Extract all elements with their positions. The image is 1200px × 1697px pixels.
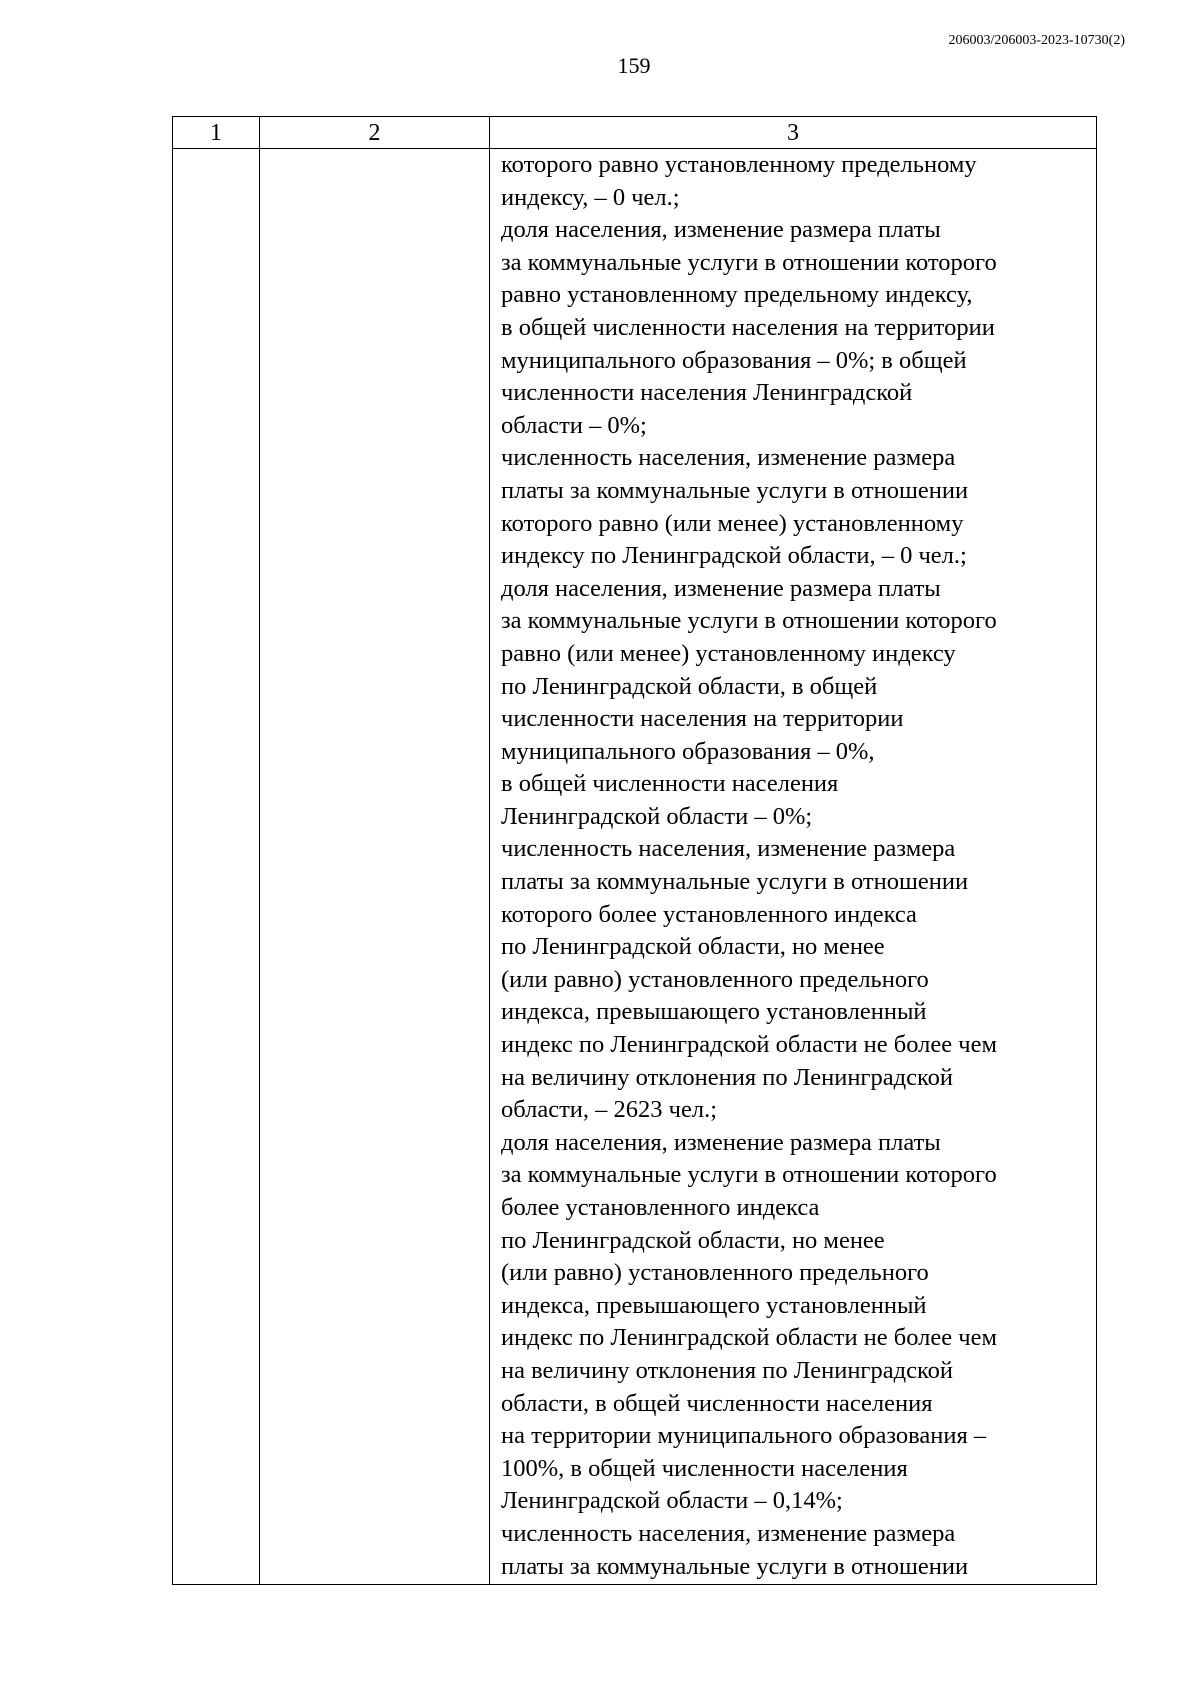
text-line: на величину отклонения по Ленинградской xyxy=(501,1356,953,1384)
table-header-row xyxy=(173,117,1097,149)
text-line: по Ленинградской области, но менее xyxy=(501,933,885,961)
text-line: платы за коммунальные услуги в отношении xyxy=(501,868,969,896)
text-line: индекса, превышающего установленный xyxy=(501,998,927,1026)
text-line: равно (или менее) установленному индексу xyxy=(501,639,956,667)
text-line: за коммунальные услуги в отношении которого xyxy=(501,607,997,635)
text-line: в общей численности населения на территории xyxy=(501,313,995,341)
text-line: Ленинградской области – 0%; xyxy=(501,802,813,830)
text-line: доля населения, изменение размера платы xyxy=(501,1128,941,1156)
cell-col3-text xyxy=(501,149,1088,1583)
text-line: которого равно (или менее) установленному xyxy=(501,509,964,537)
text-line: доля населения, изменение размера платы xyxy=(501,574,941,602)
text-line: за коммунальные услуги в отношении которого xyxy=(501,248,997,276)
text-line: численности населения Ленинградской xyxy=(501,379,913,407)
text-line: по Ленинградской области, но менее xyxy=(501,1226,885,1254)
column-header-3: 3 xyxy=(490,117,1097,149)
page-number: 159 xyxy=(617,53,651,78)
text-line: по Ленинградской области, в общей xyxy=(501,672,878,700)
text-line: области, – 2623 чел.; xyxy=(501,1096,718,1124)
text-line: индексу, – 0 чел.; xyxy=(501,183,680,211)
text-line: области – 0%; xyxy=(501,411,647,439)
text-line: равно установленному предельному индексу, xyxy=(501,281,973,309)
text-line: доля населения, изменение размера платы xyxy=(501,216,941,244)
text-line: индексу по Ленинградской области, – 0 чел.; xyxy=(501,542,967,570)
text-line: (или равно) установленного предельного xyxy=(501,965,929,993)
text-line: численности населения на территории xyxy=(501,705,904,733)
text-line: 100%, в общей численности населения xyxy=(501,1454,908,1482)
text-line: индекс по Ленинградской области не более чем xyxy=(501,1324,997,1352)
text-line: Ленинградской области – 0,14%; xyxy=(501,1487,843,1515)
text-line: численность населения, изменение размера xyxy=(501,1519,956,1547)
text-line: более установленного индекса xyxy=(501,1194,820,1221)
text-line: численность населения, изменение размера xyxy=(501,444,956,472)
text-line: на величину отклонения по Ленинградской xyxy=(501,1063,953,1091)
text-line: на территории муниципального образования – xyxy=(501,1422,987,1450)
cell-col3 xyxy=(490,149,1097,1585)
text-line: (или равно) установленного предельного xyxy=(501,1259,929,1287)
column-header-2: 2 xyxy=(260,117,490,149)
table-row xyxy=(173,149,1097,1585)
content-table xyxy=(172,116,1097,1585)
cell-col1 xyxy=(173,149,260,1585)
text-line: индекс по Ленинградской области не более чем xyxy=(501,1031,997,1059)
cell-col2 xyxy=(260,149,490,1585)
text-line: муниципального образования – 0%; в общей xyxy=(501,346,967,374)
document-id: 206003/206003-2023-10730(2) xyxy=(948,33,1125,48)
text-line: которого равно установленному предельному xyxy=(501,151,977,178)
text-line: которого более установленного индекса xyxy=(501,900,917,928)
text-line: индекса, превышающего установленный xyxy=(501,1291,927,1319)
text-line: платы за коммунальные услуги в отношении xyxy=(501,476,969,504)
text-line: численность населения, изменение размера xyxy=(501,835,956,863)
text-line: области, в общей численности населения xyxy=(501,1389,933,1417)
column-header-1: 1 xyxy=(173,117,260,149)
text-line: в общей численности населения xyxy=(501,770,839,798)
text-line: платы за коммунальные услуги в отношении xyxy=(501,1552,969,1580)
text-line: муниципального образования – 0%, xyxy=(501,737,875,765)
text-line: за коммунальные услуги в отношении которого xyxy=(501,1161,997,1189)
